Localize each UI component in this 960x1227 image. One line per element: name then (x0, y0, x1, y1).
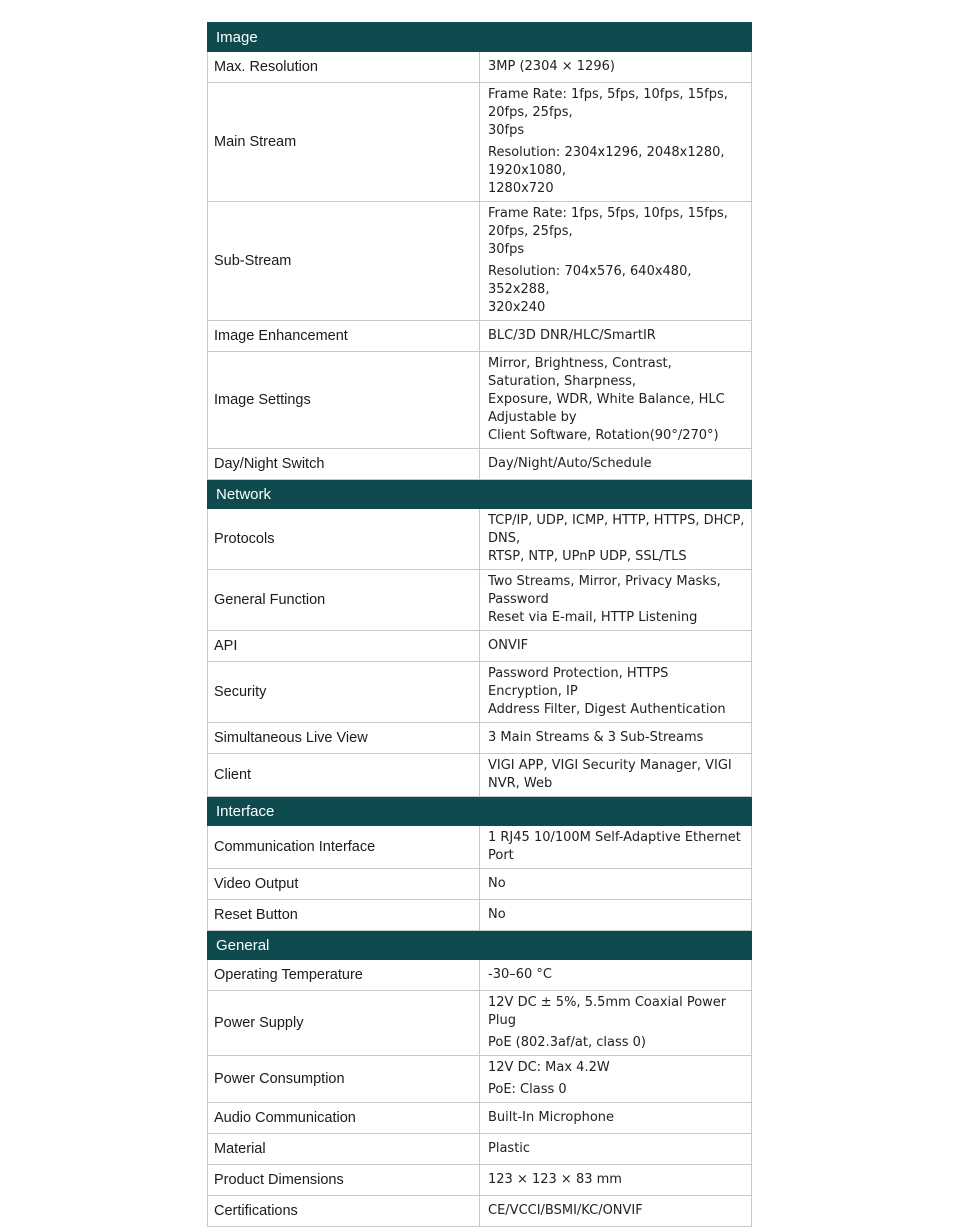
spec-value (480, 202, 752, 321)
spec-value (480, 1056, 752, 1103)
spec-label: Product Dimensions (208, 1165, 480, 1196)
spec-label: Main Stream (208, 83, 480, 202)
table-row (208, 570, 752, 631)
spec-value (480, 991, 752, 1056)
spec-value-line: PoE: Class 0 (488, 1082, 567, 1097)
spec-label: Simultaneous Live View (208, 723, 480, 754)
table-row (208, 631, 752, 662)
spec-value (480, 631, 752, 662)
spec-value-line: Mirror, Brightness, Contrast, Saturation, Sharpness, Exposure, WDR, White Balance, HLC Adjustable by Client Software, Rotation(90°/270°) (488, 356, 725, 443)
spec-value-line: Plastic (488, 1141, 531, 1156)
spec-value (480, 1196, 752, 1227)
spec-value-line: 123 × 123 × 83 mm (488, 1172, 622, 1187)
spec-value (480, 826, 752, 869)
table-row (208, 83, 752, 202)
spec-label: Communication Interface (208, 826, 480, 869)
spec-value (480, 960, 752, 991)
spec-value-line: Frame Rate: 1fps, 5fps, 10fps, 15fps, 20fps, 25fps, 30fps (488, 206, 728, 257)
spec-table (207, 22, 752, 1227)
spec-label: Reset Button (208, 900, 480, 931)
spec-value-line: 1 RJ45 10/100M Self-Adaptive Ethernet Port (488, 830, 741, 863)
spec-label: Protocols (208, 509, 480, 570)
spec-table-body (208, 23, 752, 1227)
table-row (208, 52, 752, 83)
section-title: Interface (208, 797, 752, 826)
spec-value-line: 12V DC ± 5%, 5.5mm Coaxial Power Plug (488, 995, 727, 1028)
section-title: Image (208, 23, 752, 52)
spec-value-line: Day/Night/Auto/Schedule (488, 456, 652, 471)
spec-value (480, 321, 752, 352)
table-row (208, 1196, 752, 1227)
spec-value (480, 449, 752, 480)
spec-label: Image Enhancement (208, 321, 480, 352)
spec-value-line: CE/VCCI/BSMI/KC/ONVIF (488, 1203, 643, 1218)
section-header-row (208, 931, 752, 960)
spec-value-line: Built-In Microphone (488, 1110, 615, 1125)
table-row (208, 662, 752, 723)
spec-value (480, 352, 752, 449)
spec-label: Material (208, 1134, 480, 1165)
table-row (208, 900, 752, 931)
spec-label: Video Output (208, 869, 480, 900)
table-row (208, 449, 752, 480)
table-row (208, 1134, 752, 1165)
section-title: General (208, 931, 752, 960)
spec-value (480, 723, 752, 754)
table-row (208, 960, 752, 991)
spec-value-line: Resolution: 704x576, 640x480, 352x288, 320x240 (488, 264, 692, 315)
spec-value-line: ONVIF (488, 638, 529, 653)
spec-label: Power Consumption (208, 1056, 480, 1103)
table-row (208, 723, 752, 754)
spec-value (480, 1165, 752, 1196)
spec-label: Client (208, 754, 480, 797)
spec-label: Day/Night Switch (208, 449, 480, 480)
spec-value (480, 900, 752, 931)
section-header-row (208, 797, 752, 826)
table-row (208, 1165, 752, 1196)
section-header-row (208, 480, 752, 509)
spec-value-line: TCP/IP, UDP, ICMP, HTTP, HTTPS, DHCP, DNS, RTSP, NTP, UPnP UDP, SSL/TLS (488, 513, 745, 564)
spec-value (480, 52, 752, 83)
spec-value (480, 662, 752, 723)
spec-value-line: 12V DC: Max 4.2W (488, 1060, 610, 1075)
spec-value (480, 1103, 752, 1134)
section-title: Network (208, 480, 752, 509)
table-row (208, 826, 752, 869)
spec-value (480, 1134, 752, 1165)
spec-value-line: PoE (802.3af/at, class 0) (488, 1035, 646, 1050)
table-row (208, 352, 752, 449)
spec-label: General Function (208, 570, 480, 631)
spec-label: Sub-Stream (208, 202, 480, 321)
spec-label: Certifications (208, 1196, 480, 1227)
spec-value-line: Resolution: 2304x1296, 2048x1280, 1920x1080, 1280x720 (488, 145, 725, 196)
spec-value (480, 869, 752, 900)
spec-value-line: No (488, 907, 506, 922)
spec-value-line: Password Protection, HTTPS Encryption, IP Address Filter, Digest Authentication (488, 666, 726, 717)
spec-label: Power Supply (208, 991, 480, 1056)
spec-value-line: Two Streams, Mirror, Privacy Masks, Password Reset via E-mail, HTTP Listening (488, 574, 721, 625)
spec-label: Operating Temperature (208, 960, 480, 991)
table-row (208, 1056, 752, 1103)
spec-value (480, 570, 752, 631)
spec-value-line: -30–60 °C (488, 967, 552, 982)
table-row (208, 321, 752, 352)
spec-value (480, 754, 752, 797)
table-row (208, 754, 752, 797)
spec-label: Audio Communication (208, 1103, 480, 1134)
spec-value (480, 509, 752, 570)
spec-value-line: No (488, 876, 506, 891)
spec-label: Image Settings (208, 352, 480, 449)
table-row (208, 202, 752, 321)
spec-value-line: BLC/3D DNR/HLC/SmartIR (488, 328, 656, 343)
spec-value-line: 3MP (2304 × 1296) (488, 59, 615, 74)
spec-label: Security (208, 662, 480, 723)
section-header-row (208, 23, 752, 52)
spec-value-line: Frame Rate: 1fps, 5fps, 10fps, 15fps, 20fps, 25fps, 30fps (488, 87, 728, 138)
spec-value-line: VIGI APP, VIGI Security Manager, VIGI NVR, Web (488, 758, 732, 791)
table-row (208, 991, 752, 1056)
spec-label: Max. Resolution (208, 52, 480, 83)
spec-label: API (208, 631, 480, 662)
table-row (208, 1103, 752, 1134)
table-row (208, 869, 752, 900)
spec-value (480, 83, 752, 202)
table-row (208, 509, 752, 570)
spec-value-line: 3 Main Streams & 3 Sub-Streams (488, 730, 704, 745)
